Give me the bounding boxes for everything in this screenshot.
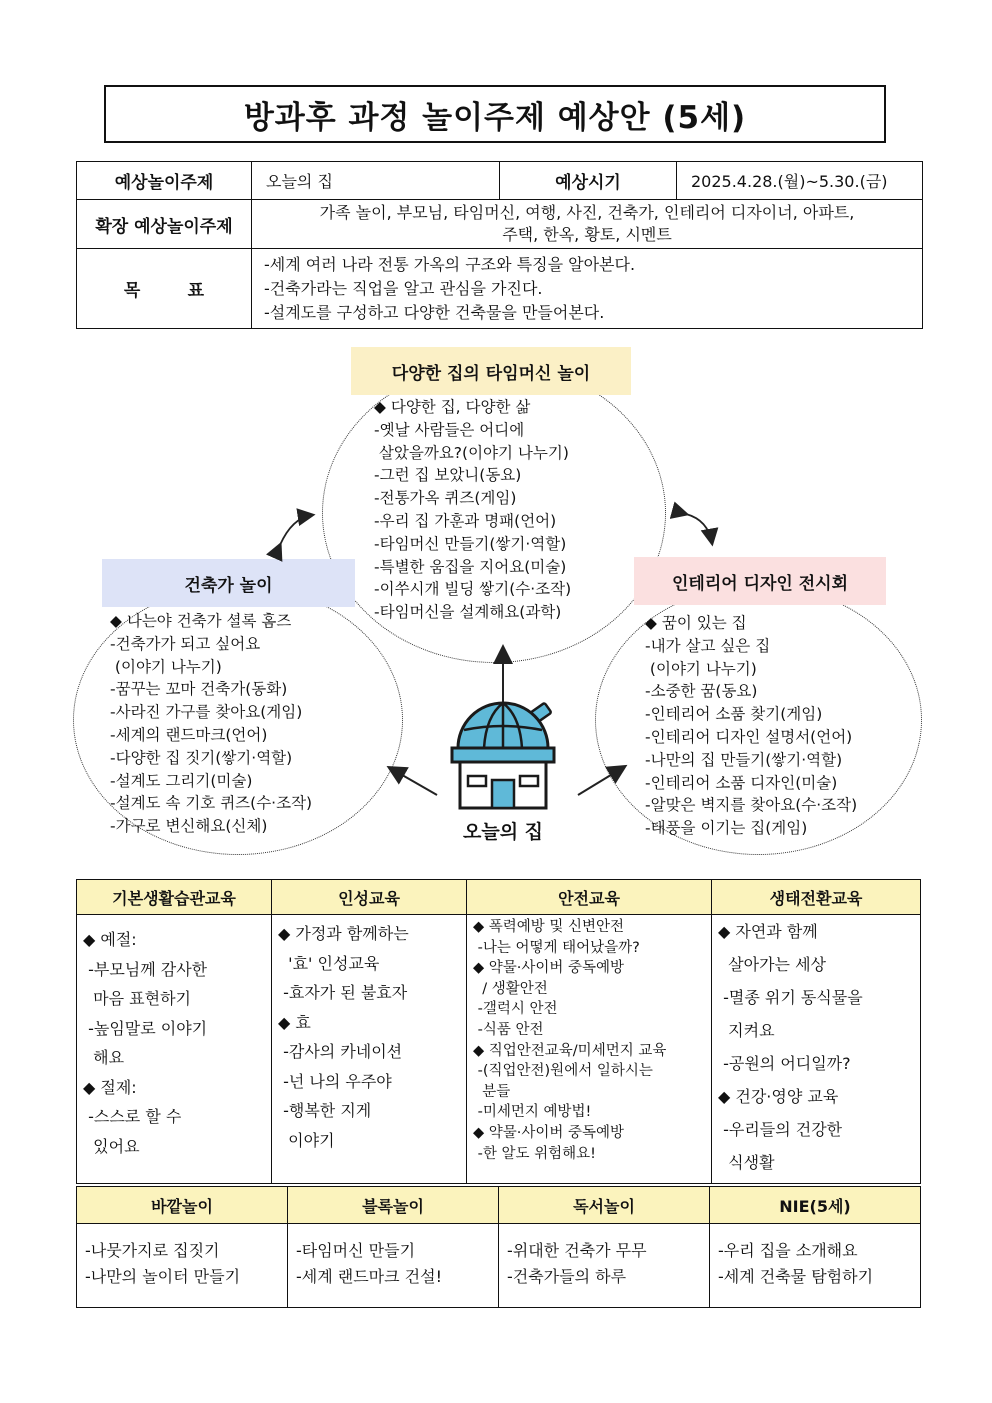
theme-value: 오늘의 집 [252, 162, 500, 200]
play-header: 독서놀이 [499, 1187, 710, 1224]
page-title: 방과후 과정 놀이주제 예상안 (5세) [104, 85, 886, 143]
goal-list [252, 249, 923, 329]
edu-header: 인성교육 [272, 880, 467, 915]
play-cell-outdoor: -나뭇가지로 집짓기 -나만의 놀이터 만들기 [77, 1224, 288, 1308]
play-cell-block: -타임머신 만들기 -세계 랜드마크 건설! [288, 1224, 499, 1308]
play-cell-nie: -우리 집을 소개해요 -세계 건축물 탐험하기 [710, 1224, 921, 1308]
edu-cell-safety: ◆ 폭력예방 및 신변안전 -나는 어떻게 태어났을까? ◆ 약물·사이버 중독예방 / 생활안전 -갤럭시 안전 -식품 안전 ◆ 직업안전교육/미세먼지 교육 -(직업안전)원에서 일하시는 분들 -미세먼지 예방법! ◆ 약물·사이버 중독예방 -한 알도 위험해요! [467, 915, 712, 1184]
curved-arrow-left [280, 515, 312, 545]
info-table [76, 161, 923, 329]
edu-header: 생태전환교육 [712, 880, 921, 915]
edu-header: 기본생활습관교육 [77, 880, 272, 915]
curved-arrow-right [686, 514, 712, 543]
period-value: 2025.4.28.(월)~5.30.(금) [677, 162, 923, 200]
left-topic-label: 건축가 놀이 [102, 559, 355, 607]
play-header: 블록놀이 [288, 1187, 499, 1224]
house-icon [452, 703, 554, 808]
ext-line-2: 주택, 한옥, 황토, 시멘트 [502, 225, 672, 244]
play-header: 바깥놀이 [77, 1187, 288, 1224]
edu-header: 안전교육 [467, 880, 712, 915]
edu-cell-character: ◆ 가정과 함께하는 '효' 인성교육 -효자가 된 불효자 ◆ 효 -감사의 카네이션 -넌 나의 우주야 -행복한 지게 이야기 [272, 915, 467, 1184]
goal-label: 목 표 [77, 249, 252, 329]
ext-label: 확장 예상놀이주제 [77, 200, 252, 249]
goal-item: -건축가라는 직업을 알고 관심을 가진다. [264, 278, 543, 298]
edu-cell-ecology: ◆ 자연과 함께 살아가는 세상 -멸종 위기 동식물을 지켜요 -공원의 어디일까? ◆ 건강·영양 교육 -우리들의 건강한 식생활 [712, 915, 921, 1184]
edu-cell-habits: ◆ 예절: -부모님께 감사한 마음 표현하기 -높임말로 이야기 해요 ◆ 절제: -스스로 할 수 있어요 [77, 915, 272, 1184]
top-topic-label: 다양한 집의 타임머신 놀이 [351, 347, 631, 395]
play-cell-reading: -위대한 건축가 무무 -건축가들의 하루 [499, 1224, 710, 1308]
arrow-left [390, 768, 437, 795]
theme-label: 예상놀이주제 [77, 162, 252, 200]
play-header: NIE(5세) [710, 1187, 921, 1224]
period-label: 예상시기 [500, 162, 677, 200]
play-table [76, 1186, 921, 1308]
right-topic-label: 인테리어 디자인 전시회 [634, 557, 886, 605]
goal-item: -설계도를 구성하고 다양한 건축물을 만들어본다. [264, 302, 605, 322]
ext-value [252, 200, 923, 249]
left-topic-list: ◆ 나는야 건축가 셜록 홈즈 -건축가가 되고 싶어요 (이야기 나누기) -꿈꾸는 꼬마 건축가(동화) -사라진 가구를 찾아요(게임) -세계의 랜드마크(언어) -다양한 집 짓기(쌓기·역할) -설계도 그리기(미술) -설계도 속 기호 퀴즈(수·조작) -가구로 변신해요(신체) [110, 612, 313, 836]
education-table [76, 879, 921, 1184]
ext-line-1: 가족 놀이, 부모님, 타임머신, 여행, 사진, 건축가, 인테리어 디자이너, 아파트, [319, 203, 855, 222]
center-topic-label: 오늘의 집 [462, 820, 544, 843]
right-topic-list: ◆ 꿈이 있는 집 -내가 살고 싶은 집 (이야기 나누기) -소중한 꿈(동요) -인테리어 소품 찾기(게임) -인테리어 디자인 설명서(언어) -나만의 집 만들기(쌓기·역할) -인테리어 소품 디자인(미술) -알맞은 벽지를 찾아요(수·조작) -태풍을 이기는 집(게임) [645, 614, 858, 838]
goal-item: -세계 여러 나라 전통 가옥의 구조와 특징을 알아본다. [264, 254, 636, 274]
top-topic-list: ◆ 다양한 집, 다양한 삶 -옛날 사람들은 어디에 살았을까요?(이야기 나누기) -그런 집 보았니(동요) -전통가옥 퀴즈(게임) -우리 집 가훈과 명패(언어) -타임머신 만들기(쌓기·역할) -특별한 움집을 지어요(미술) -이쑤시개 빌딩 쌓기(수·조작) -타임머신을 설계해요(과학) [374, 398, 572, 622]
